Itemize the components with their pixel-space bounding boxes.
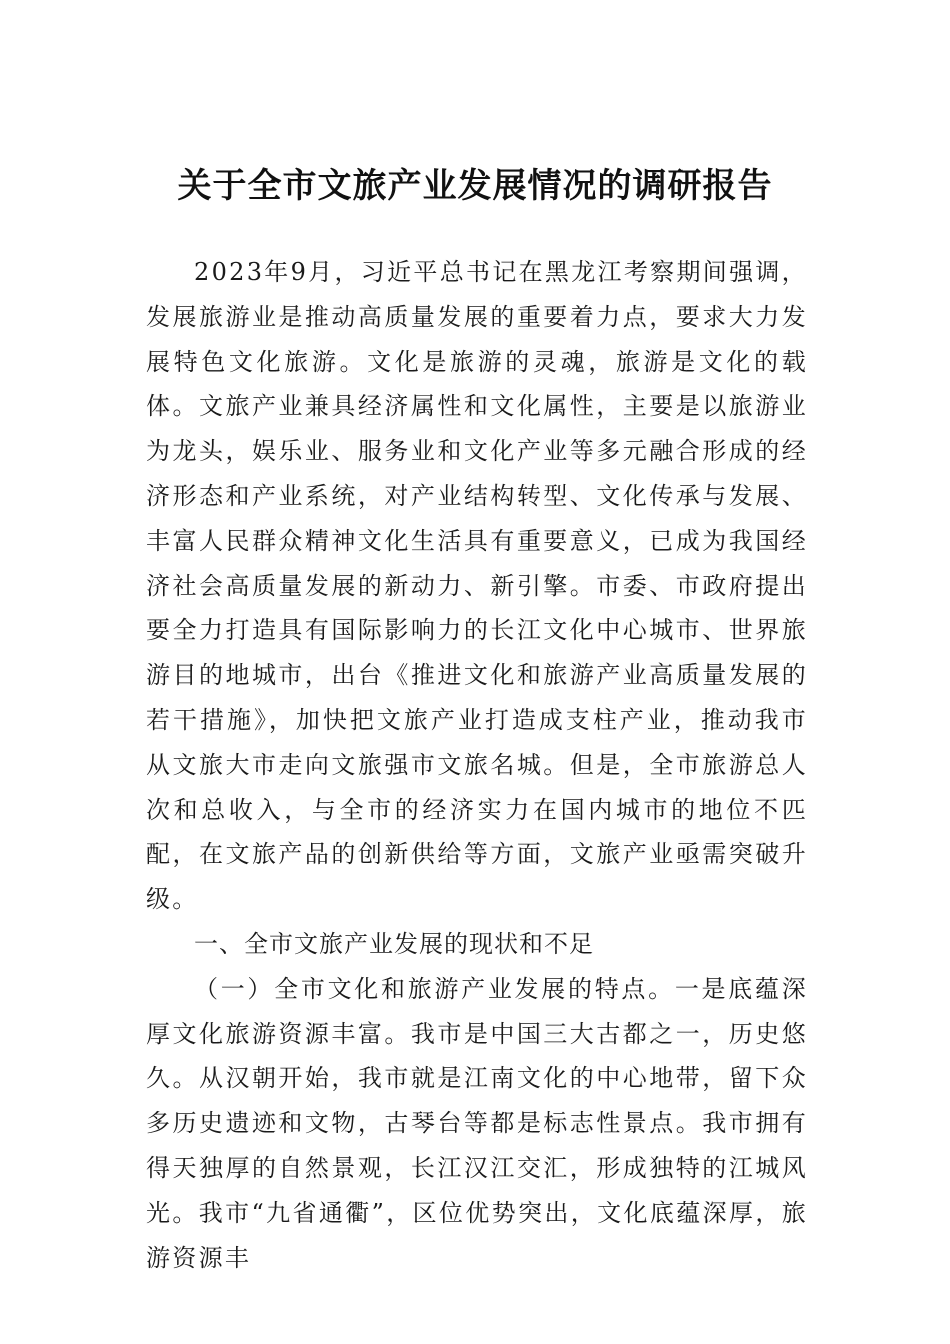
- subsection-lead: （一）全市文化和旅游产业发展的特点。: [194, 974, 675, 1003]
- subsection-text: 一是底蕴深厚文化旅游资源丰富。我市是中国三大古都之一，历史悠久。从汉朝开始，我市就是江南文化的中心地带，留下众多历史遗迹和文物，古琴台等都是标志性景点。我市拥有得天独厚的自然景观，长江汉江交汇，形成独特的江城风光。我市“九省通衢”，区位优势突出，文化底蕴深厚，旅游资源丰: [146, 974, 808, 1272]
- intro-paragraph: 2023年9月，习近平总书记在黑龙江考察期间强调，发展旅游业是推动高质量发展的重要着力点，要求大力发展特色文化旅游。文化是旅游的灵魂，旅游是文化的载体。文旅产业兼具经济属性和文化属性，主要是以旅游业为龙头，娱乐业、服务业和文化产业等多元融合形成的经济形态和产业系统，对产业结构转型、文化传承与发展、丰富人民群众精神文化生活具有重要意义，已成为我国经济社会高质量发展的新动力、新引擎。市委、市政府提出要全力打造具有国际影响力的长江文化中心城市、世界旅游目的地城市，出台《推进文化和旅游产业高质量发展的若干措施》，加快把文旅产业打造成支柱产业，推动我市从文旅大市走向文旅强市文旅名城。但是，全市旅游总人次和总收入，与全市的经济实力在国内城市的地位不匹配，在文旅产品的创新供给等方面，文旅产业亟需突破升级。: [146, 258, 808, 914]
- subsection-paragraph: [146, 967, 808, 1281]
- section-heading: 一、全市文旅产业发展的现状和不足: [194, 929, 594, 958]
- document-body: [146, 250, 808, 1280]
- document-title: 关于全市文旅产业发展情况的调研报告: [177, 166, 773, 206]
